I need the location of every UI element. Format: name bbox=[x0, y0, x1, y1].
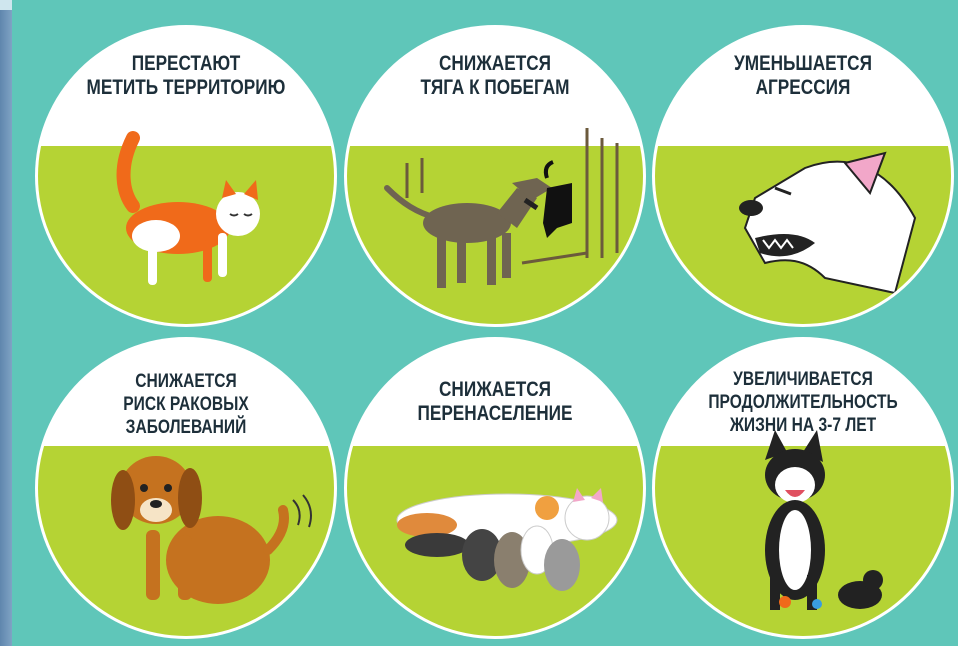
title-line: СНИЖАЕТСЯ bbox=[438, 52, 552, 75]
card-longer-life bbox=[655, 340, 951, 636]
infographic-panel bbox=[12, 0, 958, 646]
title-line: ЖИЗНИ НА 3-7 ЛЕТ bbox=[729, 415, 877, 436]
sitting-dog-icon bbox=[38, 340, 334, 636]
card-less-overpopulation bbox=[347, 340, 643, 636]
title-line: ТЯГА К ПОБЕГАМ bbox=[420, 76, 570, 99]
title-line: ПРОДОЛЖИТЕЛЬНОСТЬ bbox=[708, 392, 898, 413]
title-line: РИСК РАКОВЫХ bbox=[123, 394, 249, 415]
husky-and-cat-icon bbox=[655, 340, 951, 636]
card-less-cancer-risk bbox=[38, 340, 334, 636]
title-line: ЗАБОЛЕВАНИЙ bbox=[125, 417, 247, 438]
card-less-aggression bbox=[655, 28, 951, 324]
title-line: УВЕЛИЧИВАЕТСЯ bbox=[733, 369, 873, 390]
aggressive-dog-icon bbox=[655, 28, 951, 324]
title-line: СНИЖАЕТСЯ bbox=[438, 378, 552, 401]
card-stop-marking bbox=[38, 28, 334, 324]
title-line: УМЕНЬШАЕТСЯ bbox=[734, 52, 872, 75]
title-line: МЕТИТЬ ТЕРРИТОРИЮ bbox=[86, 76, 286, 99]
cat-marking-icon bbox=[38, 28, 334, 324]
title-line: ПЕРЕНАСЕЛЕНИЕ bbox=[417, 402, 573, 425]
card-less-escaping bbox=[347, 28, 643, 324]
title-line: ПЕРЕСТАЮТ bbox=[131, 52, 241, 75]
dog-escaping-icon bbox=[347, 28, 643, 324]
title-line: АГРЕССИЯ bbox=[755, 76, 851, 99]
cat-with-kittens-icon bbox=[347, 340, 643, 636]
title-line: СНИЖАЕТСЯ bbox=[135, 371, 237, 392]
